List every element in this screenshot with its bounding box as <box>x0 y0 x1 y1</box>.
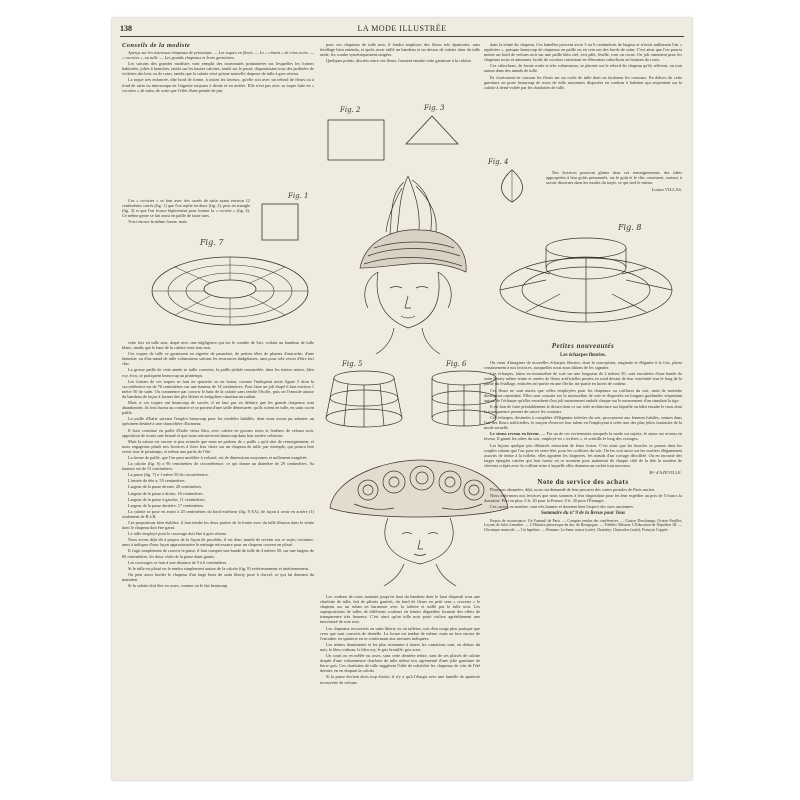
paragraph: Si la passe devient alors trop étroite, il n'y a qu'à l'élargir avec une lamelle de sparterie recouverte de velours <box>320 674 480 685</box>
paragraph <box>484 431 682 441</box>
measure-item: Largeur de la passe à droite, 16 centimètres. <box>128 490 204 496</box>
paragraph: Quelques points, discrets entre ces fleurs, formant ensuite cette garniture à la calotte. <box>326 58 472 64</box>
section-heading-service-achats: Note du service des achats <box>537 478 629 487</box>
right-column-top <box>484 42 682 152</box>
measure-item: Largeur de la passe devant, 20 centimètres. <box>128 484 203 490</box>
paragraph: On peut aussi border le chapeau d'un large biais de satin liberty posé à cheval, ce qui lui donnera du maintien. <box>122 571 314 582</box>
author-signature: Louise VILLAS. <box>651 187 682 193</box>
figure-2-and-3 <box>324 100 474 170</box>
right-column-lower <box>484 342 682 772</box>
figure-label: Fig. 3 <box>424 104 445 112</box>
paragraph: Il s'agit simplement de couvrir la passe, il faut compter une bande de tulle de 4 mètres 50, sur une largeur de 80 centimètres, les deux côtés de la passe étant garnis. <box>122 548 314 559</box>
paragraph: Ces écharpes, faites en mousseline de soie sur une longueur de 2 mètres 50, sont encadrées d'une bande de satin liberty même teinte et ornées de fleurs artificielles posées en rond devant de leur extrémité tout le long de la partie du feuillage, enlacées mi-partie en une flèche, mi-partie en lacets de couleur. <box>484 371 682 387</box>
paragraph: cette fois en tulle noir, drapé avec une négligence qui est le comble de l'art, voilant un bandeau de tulle blanc, tandis que le haut de la calotte reste tout noir. <box>122 340 314 351</box>
figure-label: Fig. 1 <box>288 192 309 200</box>
author-signature: Bⁿᵉ d'AZEVILLE. <box>649 469 682 475</box>
header-rule <box>120 36 684 37</box>
paragraph: Les formes de ces toques se font en sparterie ou en laiton, comme l'indiquent notre figure 5 dont la circonférence est de 76 centimètres sur une hauteur de 14 centimètres. Pour faire un joli drapé il faut environ 1 mètre 50 de satin. On commence par couvrir le haut de la calotte sans tendre l'étoffe, puis on l'enroule autour du bandeau de façon à former des plis lâches et irréguliers simulant un turban. <box>122 378 314 399</box>
figure-5-and-6 <box>318 356 508 436</box>
paragraph: La toque très enfoncée, dite bord de forme, à toutes les faveurs, qu'elle soit avec un rebord de fleurs ou à fond de satin ou interrompu en l'aigrette toujours à droite et en arrière. Elle n'est pas avec sa toque faite en « cocottes » de satin, de sorte que l'effet d'une pensée de pin. <box>122 77 314 93</box>
figure-4 <box>484 154 544 210</box>
measure-item: L'entrée de tête a, 55 centimètres. <box>128 478 186 484</box>
paragraph: On vient d'imaginer de nouvelles écharpes fleuries, dont la conception, originale et élégante à la fois, plaira certainement à nos lectrices, auxquelles nous nous hâtons de les signaler. <box>484 360 682 371</box>
right-column-fig4-text <box>546 170 682 216</box>
middle-column-lower <box>320 594 480 772</box>
paragraph: pour ces chapeaux de tulle noir, il faudra employer des fleurs très épanouies, sans feuillage bien entendu, et après avoir taillé un bandeau et un dessus de calotte dans du tulle raide, les coudre symétriquement rangées. <box>320 42 480 58</box>
measure-item: Largeur de la passe derrière, 17 centimètres. <box>128 502 205 508</box>
paragraph: Il est bon de faire préalablement le dessin dont ce sur toile architecture sur laquelle on bâtit ensuite le tissu dont la transparence permet de suivre les contours. <box>484 403 682 414</box>
paragraph: La calotte (fig. 6) a 96 centimètres de circonférence, ce qui donne un diamètre de 29 centimètres. Sa hauteur est de 15 centimètres. <box>122 461 314 472</box>
figure-8 <box>490 218 680 338</box>
paragraph: Ces toques de tulle se garnissent en aigrette de panaches, de petites têtes de plumes d'autruche, d'une fantaisie, ou d'un nœud de tulle volumineux suivant les ressources budgétaires, sans pour cela cesser d'être fort chic. <box>122 351 314 367</box>
turban-toque-illustration <box>338 168 488 358</box>
hat-frame-shape <box>500 238 672 322</box>
subheading-echarpes: Les écharpes fleuries. <box>560 353 606 358</box>
triangle-shape <box>406 116 458 144</box>
paragraph-text: — Par un de ces revirements auxquels la mode est sujette, le strass est revenu en faveur. Il garnit les robes du soir, employé en « rivières », et scintille le long des corsages. <box>484 431 682 442</box>
paragraph: La paille d'Italie suivant l'emploi beaucoup pour les modèles habillés, dont nous avons pu admirer un spécimen destiné à une chancelière d'honneur. <box>122 416 314 427</box>
paragraph: Les chapeaux recouverts en satin liberty ou en taffetas, soit d'un rouge plus pratique que ceux que sont couverts de dentelle. La forme est tendue de même, mais on fera encore de l'encadrer en sparterie en se conformant aux mesures indiquées. <box>320 625 480 641</box>
figure-label: Fig. 7 <box>200 238 224 247</box>
figure-label: Fig. 4 <box>488 158 509 166</box>
measure-list <box>122 472 314 508</box>
paragraph: Les teintes dominantes et les plus avenantes à toutes les carnations sont, en dehors du noir, le bleu corbeau, le bleu roy, le gris brouillé, gris acier. <box>320 641 480 652</box>
paragraph: Il était constitué en paille d'Italie vieux bleu, avec calotte en grosses roses et fenêtres de velours noir, apposition de toutes une beauté et que nous retrouverons beaucoup dans leur arrière créations. <box>122 427 314 438</box>
paragraph: Les cordons de roses montant jusqu'en haut du bandeau dont le haut disparaît sous une charlotte de tulle, fait de plissés gaufrés, du fond de fleurs en petit sens « cravater » le chapeau sur un ruban en harmonie avec la toilette et tuillé par le tulle noir. Les superpositions de tulles de différents couleurs en teintes dégradées forment des effets de transparence très heureux. C'est ainsi qu'on tulle noir porté voilera agréablement une nouveauté de soie rose. <box>320 594 480 625</box>
article-heading: Conseils de la modiste <box>122 42 191 49</box>
summary-text: Propos de circonstance. Un Fauteuil de Paris. — Comptes rendus des conférences. — Gaston Deschamps; Octave Feuillet; Leçons de Jules Lemaître. — L'Histoire pittoresque du duc de Bourgogne. — Frédéric Masson: L'Education de Napoléon III. — Chronique musicale. — Un baptême. — Romans: La Sœur rousse (suite), Chambry; Chancelier (suite), François Coppée. <box>484 518 682 532</box>
paragraph: Ces cabochons, de forme ovale et très volumineux, se placent sur le rebord du chapeau qu'ils relèvent, ou tout autour dans des nœuds de tulle. <box>484 63 682 74</box>
paragraph: Les bijoux quelque peu délaissés ressortent de leurs écrins. C'est ainsi que les boucles se posent dans les souples rubans que l'on pose en serre-tête, pour les coiffures du soir. On les voit aussi sur les souliers élégamment assortis de teinte à la toilette, elles agrafent les draperies, les nœuds d'un corsage décolleté. On en incruste des larges épingles carrées qui font fureur en ce moment pour maintenir de chaque côté de la tête la rondeur de cheveux crépés avec la coiffure mise à laquelle elles donnent un cachet tout nouveau. <box>484 442 682 468</box>
page-number: 138 <box>120 24 132 33</box>
paragraph: La forme de paille, que l'on peut modifier à volonté, est de dimensions moyennes et nullement exagérée. <box>128 454 308 460</box>
paragraph: La grosse paille de cette année se taille couverte, la paille pédale renouvelée, dans les teintes noires, bleu roy, écru, se pratiquent beaucoup au printemps. <box>122 367 314 378</box>
paragraph: Nos lectrices pourront glaner dans ces renseignements, des idées appropriées à leur goûts personnels, car le goût et le chic consistent, surtout, à savoir discerner dans les modes du trajet, ce qui sied le mieux. <box>546 170 682 186</box>
paragraph: Si la calotte doit être en roses, comme on le fait beaucoup <box>128 583 228 589</box>
summary-heading: Sommaire du nº 9 de la Revue pour Tous <box>540 511 626 517</box>
paragraph: Les saisons des grandes modistes vont remplir des nouveautés printanières sur lesquelles les formes habituées, jolies à branches, tantôt sur les hautes calottes, tantôt sur le passé, disparaissant sous des jardinées de violettes des bois ou de roses, tandis que la calotte n'est qu'une nouvelle draperie de tulle à gros réseau. <box>122 61 314 77</box>
paragraph: Ces fleurs ne sont autres que celles employées pour les chapeaux ou coiffures du soir, mais de moindre dimension cependant. Elles sont cousues sur la mousseline de soie et disposées en longues guirlandes serpentant autour de l'écharpe qu'elles encadrent d'un joli mouvement ondulé chaque sur le mouvement d'un simulant la tige. <box>484 387 682 403</box>
journal-title: LA MODE ILLUSTRÉE <box>357 24 447 33</box>
figure-7 <box>142 233 317 338</box>
paragraph: Ces « cocottes » se font avec des carrés de satin ayant environ 12 centimètres carrés (fig. 1) que l'on replie en deux (fig. 2), puis en triangle (fig. 3) et que l'on fronce légèrement pour former la « cocotte » (fig. 4). Ce même genre se fait aussi en paille de toute tons. <box>122 198 250 219</box>
magazine-page <box>112 18 692 780</box>
middle-column-top <box>320 42 480 102</box>
paragraph: Un court ou en mêlée ou roses, sans cette dernière teinte, sans de ses plissés de calotte drapée d'une volumineuse charlotte de tulle même ton, agrémenté d'une jolie garniture de lierre gris. Ces charlottes de tulle suggèrent l'idée de rafraîchir les chapeaux de crin de l'été dernier, en en drapant la calotte. <box>320 653 480 674</box>
subheading-strass: Le strass revenu en faveur. <box>490 431 540 437</box>
figure-label: Fig. 8 <box>618 223 642 232</box>
paragraph: Si le tulle est plissé on le rendra simplement autour de la calotte (fig. 8) extérieurement et intérieurement. <box>128 565 310 571</box>
paragraph: Ils s'exécutent en cousant les fleurs sur un ovale de tulle dont on faufonne les contours. En dehors de cette garniture on porte beaucoup de roses de tulle moyennes disposées en cordons à baleiner qui serpentent sur la calotte à demi-voilée par les charlottes de tulle. <box>484 74 682 90</box>
paragraph: Le tulle employé pour le couvrage doit être à gros réseau. <box>128 531 227 537</box>
paragraph: Nous avons déjà dit à propos de la façon de procéder, il est donc inutile de revenir sur ce sujet; certaines-unes à indiquer d'une façon approximative le métrage nécessaire pour un chapeau couvert en plissé. <box>122 537 314 548</box>
toque-frame-shape <box>326 371 402 427</box>
paragraph: La calotte se pose en avant à 20 centimètres du bord extérieur (fig. 8 AA), de façon à avoir en arrière (1) seulement de B à B. <box>122 508 314 519</box>
paragraph: Ces écharpes, destinées à compléter d'élégantes toilettes du soir, procureront aux femmes habiles, venues dans l'art des fleurs artificielles, le moyen d'exercer leur talent en l'employant à créer une des plus jolies fantaisies de la mode actuelle. <box>484 415 682 431</box>
paragraph: Les couvrages se font à une distance de 5 à 6 centimètres. <box>128 559 228 565</box>
paragraph: dans la teinte du chapeau. Ces lamelles peuvent avoir 5 ou 6 centimètres de largeur et n'avoir nullement l'air « rapiécées », puisque beaucoup de chapeaux en paille ou en crin ont des bords de satin. C'est ainsi que l'on pourra mettre un bord de velours noir sur une paille bleu ciel, vert pâle, feuille, rose ou corne. Un joli ornement pour les chapeaux noirs et amusants, bords de cocottes consistant en d'énormes cabochons en boutons de roses. <box>484 42 682 63</box>
article-intro: Aperçu sur les nouveaux chapeaux de printemps. — Les toques en fleurs. — Le « ciment » de crins noirs. — « cocottes », au tulle. — Les grands chapeaux et leurs garnitures. <box>122 50 314 61</box>
paragraph: Plusieurs abonnées, déjà, nous ont demandé de leur procurer des cartes postales de Paris ancien. <box>490 487 656 493</box>
figure-label: Fig. 6 <box>446 360 467 368</box>
paragraph: Mais si ces toques ont beaucoup de succès, il ne faut pas en déduire que les grands chapeaux sont abandonnés; ils font fureur au contraire et se portent d'une taille démesurée, qu'ils soient en tulle, en satin ou en paille. <box>122 400 314 416</box>
left-column-top <box>122 42 314 202</box>
figure-label: Fig. 5 <box>342 360 363 368</box>
figure-label: Fig. 2 <box>340 106 361 114</box>
section-heading-petites-nouveautes: Petites nouveautés <box>551 342 615 350</box>
paragraph: Ces cartes, au nombre, sont très bonnes et donnent bien l'aspect des vues anciennes. <box>490 504 634 510</box>
measure-item: La passe (fig. 7) a 1 mètre 50 de circonférence. <box>128 472 210 478</box>
measure-item: Largeur de la passe à gauche, 11 centimètres. <box>128 496 206 502</box>
paragraph: Ces proportions bien établies, il faut tendre les deux parties de la forme avec du tulle illusion dans le teinte dont le chapeau doit être garni. <box>122 520 314 531</box>
folded-rectangle-shape <box>328 120 384 160</box>
paragraph: Mais la saison est encore si peu avancée que nous ne parlons de « paille » qu'à titre de renseignement, et nous engageons plutôt nos lectrices à fixer leur choix sur un chapeau de tulle, par exemple, qui pourra leur servir tout le printemps, et même une partie de l'été. <box>122 438 314 454</box>
paragraph: Voici encore la même forme, mais <box>128 219 187 225</box>
left-column-lower <box>122 340 314 772</box>
paragraph: Nous informons nos lectrices que nous sommes à leur disposition pour les leur expédier au prix de 5 francs la douzaine. Port en plus, 0 fr. 20 pour la France, 0 fr. 30 pour l'Étranger. <box>484 493 682 504</box>
